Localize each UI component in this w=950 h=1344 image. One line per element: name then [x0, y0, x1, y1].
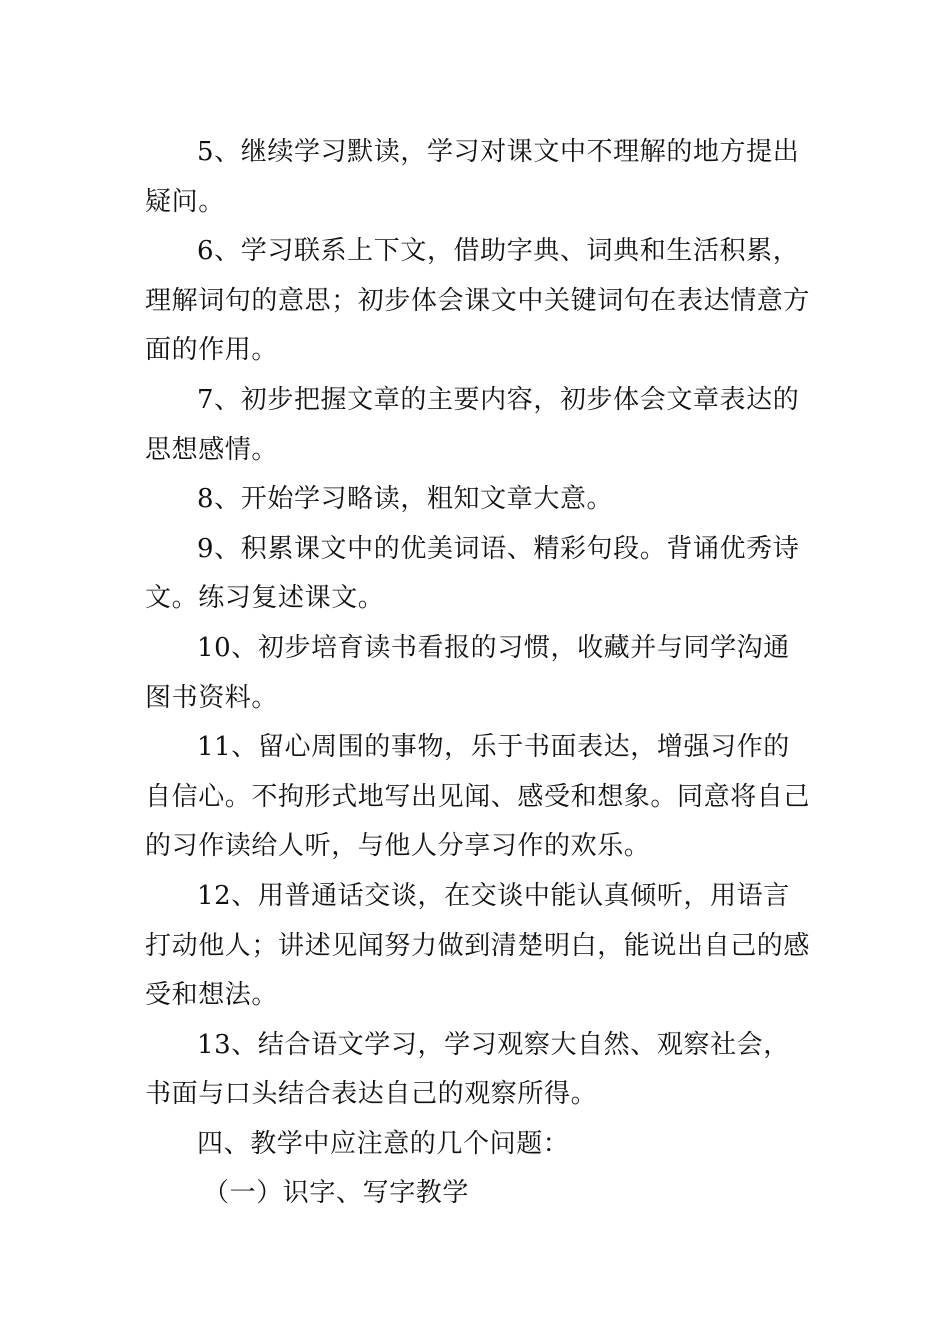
- paragraph-item-9: 9、积累课文中的优美词语、精彩句段。背诵优秀诗文。练习复述课文。: [145, 533, 800, 614]
- paragraph-item-12: 12、用普通话交谈，在交谈中能认真倾听，用语言打动他人；讲述见闻努力做到清楚明白，能说出自己的感受和想法。: [145, 880, 811, 1011]
- paragraph-item-8: 8、开始学习略读，粗知文章大意。: [197, 484, 614, 515]
- paragraph-item-13: 13、结合语文学习，学习观察大自然、观察社会，书面与口头结合表达自己的观察所得。: [145, 1029, 790, 1110]
- paragraph-item-6: 6、学习联系上下文，借助字典、词典和生活积累，理解词句的意思；初步体会课文中关键词句在表达情意方面的作用。: [145, 236, 811, 366]
- paragraph-item-11: 11、留心周围的事物，乐于书面表达，增强习作的自信心。不拘形式地写出见闻、感受和想象。同意将自己的习作读给人听，与他人分享习作的欢乐。: [145, 732, 811, 862]
- document-body: [145, 128, 810, 1219]
- subsection-heading-1: （一）识字、写字教学: [203, 1178, 470, 1209]
- paragraph-item-7: 7、初步把握文章的主要内容，初步体会文章表达的思想感情。: [145, 384, 800, 465]
- paragraph-item-10: 10、初步培育读书看报的习惯，收藏并与同学沟通图书资料。: [145, 632, 790, 713]
- paragraph-item-5: 5、继续学习默读，学习对课文中不理解的地方提出疑问。: [145, 137, 800, 217]
- section-heading-4: 四、教学中应注意的几个问题：: [197, 1128, 570, 1159]
